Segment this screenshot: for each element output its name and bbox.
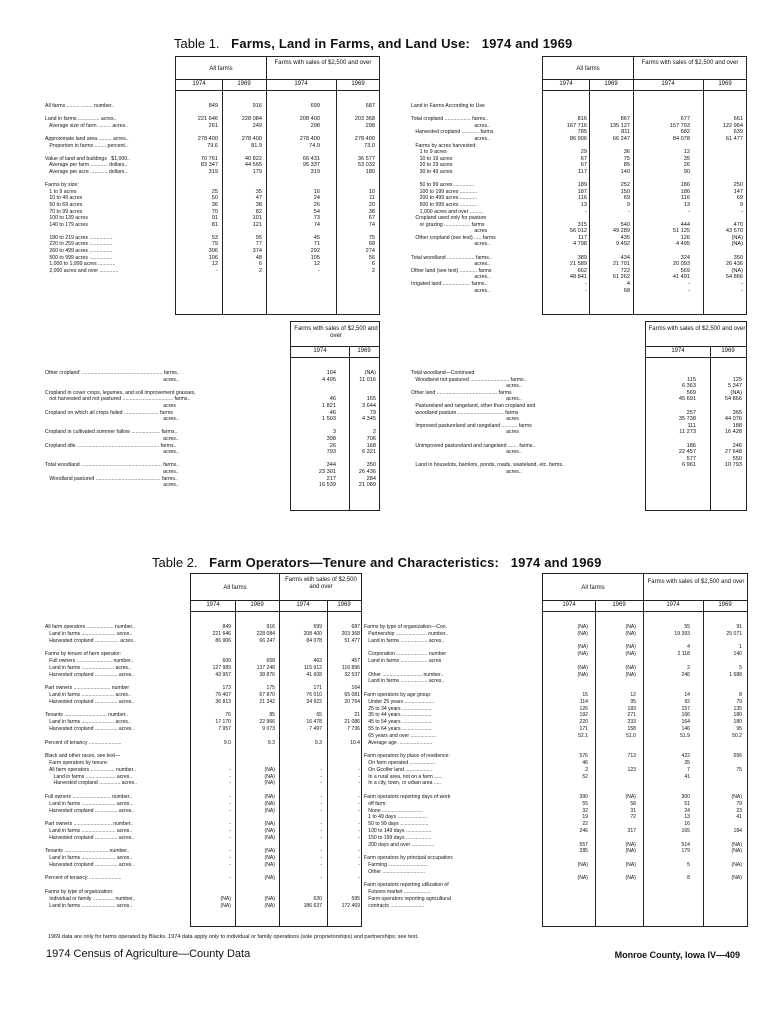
t1-left-year-c: 1974 bbox=[294, 81, 308, 87]
table1-title-prefix: Table 1. bbox=[174, 36, 220, 51]
t1-mid-sales-header: Farms with sales of $2,500 and over bbox=[294, 326, 378, 339]
table1-title-main: Farms, Land in Farms, and Land Use: bbox=[231, 36, 471, 51]
t2-right-all-1974: (NA) (NA) (NA) (NA) (NA) (NA) 15 114 126 192 220 171 52.1 576 46 2 52 390 55 32 19 22 246 557 285 (NA) (NA) bbox=[577, 624, 588, 882]
t1-left-sales-header: Farms with sales of $2,500 and over bbox=[274, 60, 372, 66]
t1-left-year-b: 1969 bbox=[237, 81, 251, 87]
t2-left-sales-header: Farms with sales of $2,500 and over bbox=[285, 577, 357, 590]
t1-left-year-d: 1969 bbox=[351, 81, 365, 87]
page-footer-title: 1974 Census of Agriculture—County Data bbox=[46, 948, 251, 960]
t1-right-mid-year-a: 1974 bbox=[671, 348, 685, 354]
t1-left-all-1969: 916 228 084 249 278 400 81.9 40 822 44 565 179 35 47 38 82 101 121 95 77 374 48 6 2 bbox=[241, 103, 262, 274]
table1-title-years: 1974 and 1969 bbox=[481, 36, 573, 51]
t2-left-year-b: 1969 bbox=[250, 602, 264, 608]
t2-right-all-header: All farms bbox=[581, 585, 605, 591]
t2-left-s-1974: 699 208 400 84 078 463 115 912 41 608 171 76 010 34 922 65 16 478 7 497 9.3 - - - - - - - - - - - - - 630 186 637 bbox=[303, 624, 322, 909]
t1-left-all-1974: 849 221 646 261 278 400 79.6 70 761 83 347 319 25 50 36 70 91 81 53 79 306 106 12 - bbox=[197, 103, 218, 274]
t1-right-year-c: 1974 bbox=[661, 81, 675, 87]
table2-title bbox=[152, 555, 602, 570]
t1-right-s-1969: 661 122 964 639 61 477 250 147 69 9 - 470 43 570 (NA) (NA) 350 26 436 (NA) 54 866 - - bbox=[722, 116, 743, 294]
t1-lower-left-1969: (NA) 11 016 165 3 644 79 4 345 2 706 168 6 321 350 26 436 284 21 089 bbox=[358, 370, 376, 489]
t2-right-year-b: 1969 bbox=[612, 602, 626, 608]
t1-lower-left-1974: 104 4 495 46 1 821 46 1 503 3 398 26 793 344 23 301 217 16 539 bbox=[318, 370, 336, 489]
t2-left-year-c: 1974 bbox=[296, 602, 310, 608]
t2-left-year-a: 1974 bbox=[206, 602, 220, 608]
t1-right-mid-sales-header: Farms with sales of $2,500 and over bbox=[648, 326, 746, 332]
t2-right-year-c: 1974 bbox=[666, 602, 680, 608]
t2-left-all-header: All farms bbox=[223, 585, 247, 591]
t2-left-year-d: 1969 bbox=[337, 602, 351, 608]
table2-title-prefix: Table 2. bbox=[152, 555, 198, 570]
t1-left-row-labels: All farms ......... ........ number.. Land in farms ............... acres.. Average size of farm ......... acres.. Approximate land area ......... acres.. Proportion in farms ........ percent.. Value of land and buildings $1,000.. Average per farm ............ dollars.. Average per acre ............ dollars.. Farms by size: 1 to 9 acres 10 to 49 acres 50 to 69 acres 70 to 99 acres 100 to 139 acres 140 to 179 acres 180 to 219 acres ................ 220 to 259 acres ................ 260 to 499 acres ................ 500 to 999 acres ................ 1,000 to 1,999 acres ............ 2,000 acres and over ............. bbox=[45, 103, 130, 274]
table2-footnote: 1969 data are only for farms operated by Blacks. 1974 data apply only to individual or family operations (sole proprietorships) and partnerships; see text. bbox=[48, 934, 419, 940]
t1-mid-year-a: 1974 bbox=[313, 348, 327, 354]
t1-lower-right-row-labels: Total woodland—Continued Woodland not pastured ........................... farms.. acres.. Other land .......................................... farms acres.. Pastureland and rangeland, other than cropland and woodland pasture ................................ farms acres Improved pastureland and rangeland ........... farms acres Unimproved pastureland and rangeland ....... farms.. acres.. Land in houselots, barnlots, ponds, roads, wasteland, etc. farms.. acres.. bbox=[411, 370, 565, 475]
t1-right-s-1974: 677 157 703 682 84 078 12 35 26 90 186 186 116 13 - 444 51 125 126 4 495 324 20 093 569 41 491 - - bbox=[669, 116, 690, 294]
t1-mid-year-b: 1969 bbox=[357, 348, 371, 354]
t2-right-year-a: 1974 bbox=[562, 602, 576, 608]
t1-left-s-1969: 687 203 368 298 278 400 73.0 36 577 53 032 180 10 11 20 38 67 74 75 68 274 56 6 2 bbox=[354, 103, 375, 274]
t1-right-row-labels: Land in Farms According to Use Total cropland .................. farms.. acres.. Harvested cropland ............ farms acres.. Farms by acres harvested: 1 to 9 acres 10 to 19 acres 20 to 29 acres 30 to 49 acres 50 to 99 acres .............. 100 to 199 acres ............ 200 to 499 acres ............ 500 to 999 acres ............ 1,000 acres and over ......... Cropland used only for pasture or grazing .................. farms acres Other cropland (see text) ..... farms acres.. Total woodland ................... farms.. acres.. Other land (see text) ............ farms acres.. Irrigated land ................... farms.. acres.. bbox=[411, 103, 496, 294]
t1-right-sales-header: Farms with sales of $2,500 and over bbox=[641, 60, 739, 66]
t2-left-row-labels: All farm operators ................... number.. Land in farms ........................ acres.. Harvested cropland ................. acres.. Farms by tenure of farm operator: Full owners ......................... number.. Land in farms ....................... acres.. Harvested cropland ................ acres.. Part owners .......................... number Land in farms ....................... acres.. Harvested cropland ................ acres.. Tenants .............................. number.. Land in farms ....................... acres.. Harvested cropland ................ acres.. Percent of tenancy ....................... Black and other races, see text— Farm operators by tenure: All farm operators ................. number.. Land in farms ..................... acres.. Harvested cropland ............... acres.. Full owners ........................... number.. Land in farms ........................ acres.. Harvested cropland ................ acres.. Part owners ........................... number.. Land in farms ........................ acres.. Harvested cropland ................ acres.. Tenants ............................... number.. Land in farms ........................ acres.. Harvested cropland ................ acres.. Percent of tenancy ....................... Farms by type of organization: Individual or family ............... number.. Land in farms ........................ acres.. bbox=[45, 624, 138, 909]
table1-title bbox=[174, 36, 572, 51]
t1-right-all-1974: 816 167 716 785 86 906 29 67 67 117 189 187 116 13 - 315 56 012 117 4 798 389 21 589 662 48 841 - - bbox=[566, 116, 587, 294]
t2-right-row-labels: Farms by type of organization—Con. Partnership ...................... number.. Land in farms ................... acres.. Corporation ...................... number Land in farms ................... acres Other ............................ number.. Land in farms ................... acres.. Farm operators by age group: Under 25 years ..................... 25 to 34 years ..................... 35 to 44 years ..................... 45 to 54 years ..................... 55 to 64 years ..................... 65 years and over .................. Average age ........................ Farm operators by place of residence: On farm operated .................. On Gcolfer land ................... In a rural area, not on a farm ...... In a city, town, or urban area ..... Farm operators reporting days of work off farm: None ............................. 1 to 49 days ..................... 50 to 99 days .................... 100 to 149 days .................. 150 to 199 days .................. 200 days and over ................ Farm operators by principal occupation: Farming ............................ Other .............................. Farm operators reporting utilization of Futures market ................... Farm operators reporting agricultural contracts ........................ bbox=[364, 624, 454, 909]
t2-right-all-1969: (NA) (NA) (NA) (NA) (NA) (NA) 12 95 183 271 233 158 51.0 713 123 (NA) 58 31 72 317 (NA) (NA) (NA) (NA) bbox=[625, 624, 636, 882]
t1-lower-left-row-labels: Other cropland' ........................................................ farms.. acres.. Cropland in cover crops, legumes, and soil improvement grasses, not harvested and not pastured ................................... farms.. acres Cropland on which all crops failed ........................ farms acres.. Cropland in cultivated summer fallow .................... farms.. acres.. Cropland idle ......................................................... farms.. acres.. Total woodland ........................................................ farms.. acres.. Woodland pastured ............................................. farms.. acres.. bbox=[45, 370, 196, 489]
t1-lower-right-1974: 115 6 363 569 45 691 257 35 738 111 11 273 186 22 457 577 6 961 bbox=[678, 376, 696, 469]
table2-title-years: 1974 and 1969 bbox=[510, 555, 602, 570]
t1-right-all-1969: 867 135 127 811 66 247 36 75 85 140 252 150 69 9 - 540 49 289 435 9 492 434 21 701 722 61 262 4 68 bbox=[609, 116, 630, 294]
t1-left-all-header: All farms bbox=[209, 66, 233, 72]
t2-right-s-1969: 91 25 071 1 140 5 1 688 8 79 135 180 180 95 50.2 556 75 (NA) 79 23 41 184 (NA) (NA) (NA) (NA) bbox=[726, 624, 742, 882]
t2-right-sales-header: Farms with sales of $2,500 and over bbox=[647, 579, 745, 585]
t1-right-mid-year-b: 1969 bbox=[721, 348, 735, 354]
t2-left-all-1969: 916 228 084 66 247 658 137 248 38 876 175 67 870 21 342 85 22 966 9 073 9.3 (NA) (NA) (NA) (NA) (NA) (NA) (NA) (NA) (NA) (NA) (NA) (NA) (NA) (NA) (NA) bbox=[256, 624, 275, 909]
t1-right-year-a: 1974 bbox=[559, 81, 573, 87]
t2-left-s-1969: 687 203 368 51 477 457 116 896 32 537 164 65 081 20 764 21 21 086 7 736 10.4 - - - - - - - - - - - - - 595 172 469 bbox=[341, 624, 360, 909]
t1-left-s-1974: 699 208 400 298 278 400 74.9 66 431 95 337 319 16 24 26 54 73 74 45 71 292 105 12 - bbox=[299, 103, 320, 274]
t1-right-year-b: 1969 bbox=[604, 81, 618, 87]
t2-left-all-1974: 849 221 646 86 906 600 127 989 43 957 173 76 407 36 813 76 17 170 7 957 9.0 - - - - - - - - - - - - - (NA) (NA) bbox=[212, 624, 231, 909]
t1-lower-right-1969: 125 5 347 (NA) 54 866 365 44 076 188 16 428 246 27 648 550 10 793 bbox=[724, 376, 742, 469]
t1-right-all-header: All farms bbox=[576, 66, 600, 72]
t1-left-year-a: 1974 bbox=[192, 81, 206, 87]
t2-right-year-d: 1969 bbox=[718, 602, 732, 608]
t1-right-year-d: 1969 bbox=[718, 81, 732, 87]
table2-title-main: Farm Operators—Tenure and Characteristics: bbox=[209, 555, 500, 570]
t2-right-s-1974: 55 19 393 4 2 118 2 246 14 92 157 166 164 146 51.9 422 35 7 41 300 51 24 13 16 165 514 179 5 8 bbox=[674, 624, 690, 882]
page-footer-county: Monroe County, Iowa IV—409 bbox=[614, 950, 740, 960]
